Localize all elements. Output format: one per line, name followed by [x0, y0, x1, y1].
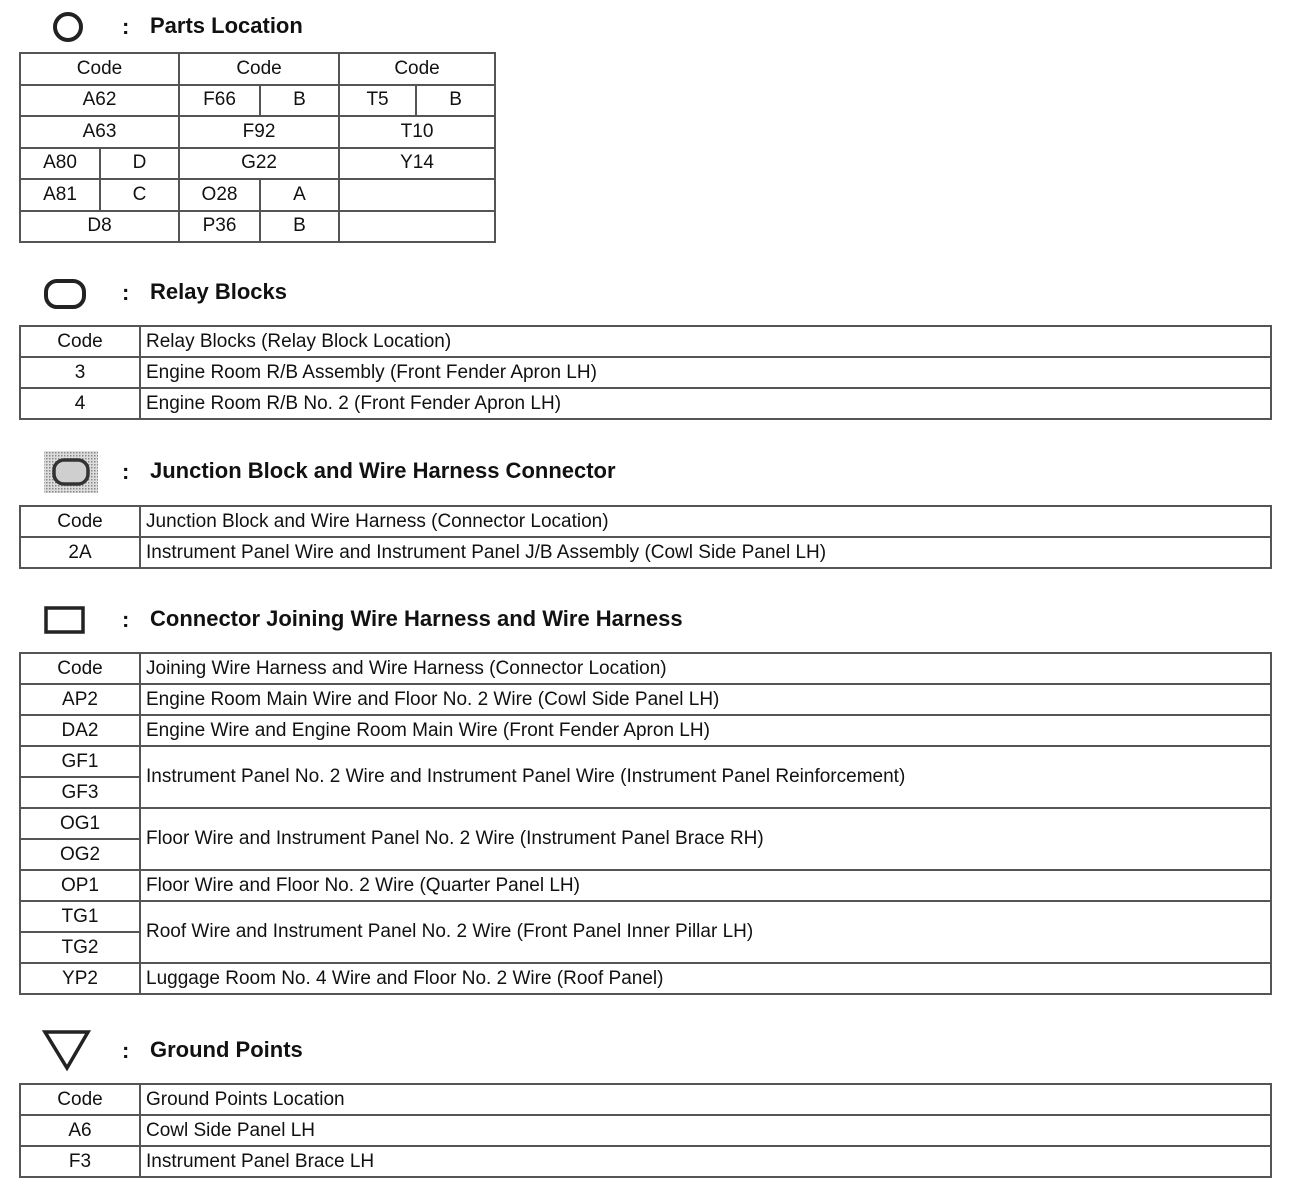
table-cell: Y14	[339, 148, 495, 180]
table-cell: Instrument Panel Brace LH	[140, 1146, 1271, 1177]
table-row	[20, 808, 1271, 839]
table-cell: T10	[339, 116, 495, 148]
table-cell: Engine Room Main Wire and Floor No. 2 Wire (Cowl Side Panel LH)	[140, 684, 1271, 715]
table-row	[20, 357, 1271, 388]
table-cell: B	[260, 211, 339, 243]
ground-points-table	[19, 1083, 1272, 1178]
table-row	[20, 179, 495, 211]
table-cell: A80	[20, 148, 100, 180]
table-header-cell: Relay Blocks (Relay Block Location)	[140, 326, 1271, 357]
table-cell: TG1	[20, 901, 140, 932]
table-cell: B	[416, 85, 495, 117]
table-cell: Engine Room R/B Assembly (Front Fender Apron LH)	[140, 357, 1271, 388]
table-cell	[339, 179, 495, 211]
table-row	[20, 388, 1271, 419]
table-header-cell: Code	[20, 506, 140, 537]
table-cell: 4	[20, 388, 140, 419]
table-cell: T5	[339, 85, 416, 117]
connector-joining-title: Connector Joining Wire Harness and Wire Harness	[150, 606, 683, 631]
parts-location-colon: :	[122, 14, 130, 39]
table-row	[20, 653, 1271, 684]
table-cell: D	[100, 148, 179, 180]
table-cell: OG2	[20, 839, 140, 870]
table-header-cell: Joining Wire Harness and Wire Harness (Connector Location)	[140, 653, 1271, 684]
junction-block-colon: :	[122, 459, 130, 484]
relay-blocks-table	[19, 325, 1272, 420]
parts-location-table	[19, 52, 496, 243]
ground-points-colon: :	[122, 1038, 130, 1063]
table-row	[20, 1115, 1271, 1146]
table-row	[20, 1084, 1271, 1115]
table-row	[20, 116, 495, 148]
table-cell	[339, 211, 495, 243]
table-header-cell: Code	[179, 53, 339, 85]
table-cell: DA2	[20, 715, 140, 746]
junction-block-title: Junction Block and Wire Harness Connector	[150, 458, 616, 483]
relay-blocks-colon: :	[122, 280, 130, 305]
table-cell: YP2	[20, 963, 140, 994]
table-cell: F3	[20, 1146, 140, 1177]
table-header-cell: Code	[20, 653, 140, 684]
table-cell: Roof Wire and Instrument Panel No. 2 Wire (Front Panel Inner Pillar LH)	[140, 901, 1271, 963]
table-header-cell: Code	[20, 53, 179, 85]
table-cell: OP1	[20, 870, 140, 901]
circle-icon	[48, 7, 88, 47]
table-cell: D8	[20, 211, 179, 243]
table-cell: Floor Wire and Floor No. 2 Wire (Quarter Panel LH)	[140, 870, 1271, 901]
table-header-cell: Ground Points Location	[140, 1084, 1271, 1115]
table-cell: 2A	[20, 537, 140, 568]
table-cell: A	[260, 179, 339, 211]
triangle-icon	[42, 1029, 92, 1073]
table-cell: A6	[20, 1115, 140, 1146]
table-cell: P36	[179, 211, 260, 243]
table-row	[20, 506, 1271, 537]
connector-joining-colon: :	[122, 607, 130, 632]
ground-points-title: Ground Points	[150, 1037, 303, 1062]
table-cell: GF3	[20, 777, 140, 808]
table-cell: F92	[179, 116, 339, 148]
table-row	[20, 746, 1271, 777]
table-row	[20, 963, 1271, 994]
relay-blocks-title: Relay Blocks	[150, 279, 287, 304]
table-cell: TG2	[20, 932, 140, 963]
table-cell: Instrument Panel No. 2 Wire and Instrument Panel Wire (Instrument Panel Reinforcement)	[140, 746, 1271, 808]
table-header-cell: Code	[339, 53, 495, 85]
connector-joining-table	[19, 652, 1272, 995]
junction-block-table	[19, 505, 1272, 569]
table-cell: O28	[179, 179, 260, 211]
shaded-rounded-rectangle-icon	[40, 449, 100, 495]
table-row	[20, 53, 495, 85]
table-header-cell: Code	[20, 326, 140, 357]
square-icon	[42, 600, 88, 640]
table-cell: GF1	[20, 746, 140, 777]
table-cell: Instrument Panel Wire and Instrument Panel J/B Assembly (Cowl Side Panel LH)	[140, 537, 1271, 568]
table-cell: F66	[179, 85, 260, 117]
table-row	[20, 1146, 1271, 1177]
table-cell: Luggage Room No. 4 Wire and Floor No. 2 Wire (Roof Panel)	[140, 963, 1271, 994]
table-cell: 3	[20, 357, 140, 388]
table-cell: A62	[20, 85, 179, 117]
table-cell: C	[100, 179, 179, 211]
table-header-cell: Code	[20, 1084, 140, 1115]
table-row	[20, 537, 1271, 568]
table-row	[20, 211, 495, 243]
table-cell: A63	[20, 116, 179, 148]
rounded-rectangle-icon	[42, 273, 88, 313]
table-row	[20, 326, 1271, 357]
table-row	[20, 715, 1271, 746]
table-cell: B	[260, 85, 339, 117]
table-row	[20, 85, 495, 117]
table-row	[20, 870, 1271, 901]
table-cell: G22	[179, 148, 339, 180]
table-cell: Floor Wire and Instrument Panel No. 2 Wire (Instrument Panel Brace RH)	[140, 808, 1271, 870]
table-cell: Engine Wire and Engine Room Main Wire (Front Fender Apron LH)	[140, 715, 1271, 746]
table-cell: OG1	[20, 808, 140, 839]
table-cell: AP2	[20, 684, 140, 715]
table-cell: A81	[20, 179, 100, 211]
table-row	[20, 148, 495, 180]
table-cell: Engine Room R/B No. 2 (Front Fender Apron LH)	[140, 388, 1271, 419]
table-cell: Cowl Side Panel LH	[140, 1115, 1271, 1146]
parts-location-title: Parts Location	[150, 13, 303, 38]
table-row	[20, 901, 1271, 932]
table-row	[20, 684, 1271, 715]
table-header-cell: Junction Block and Wire Harness (Connector Location)	[140, 506, 1271, 537]
